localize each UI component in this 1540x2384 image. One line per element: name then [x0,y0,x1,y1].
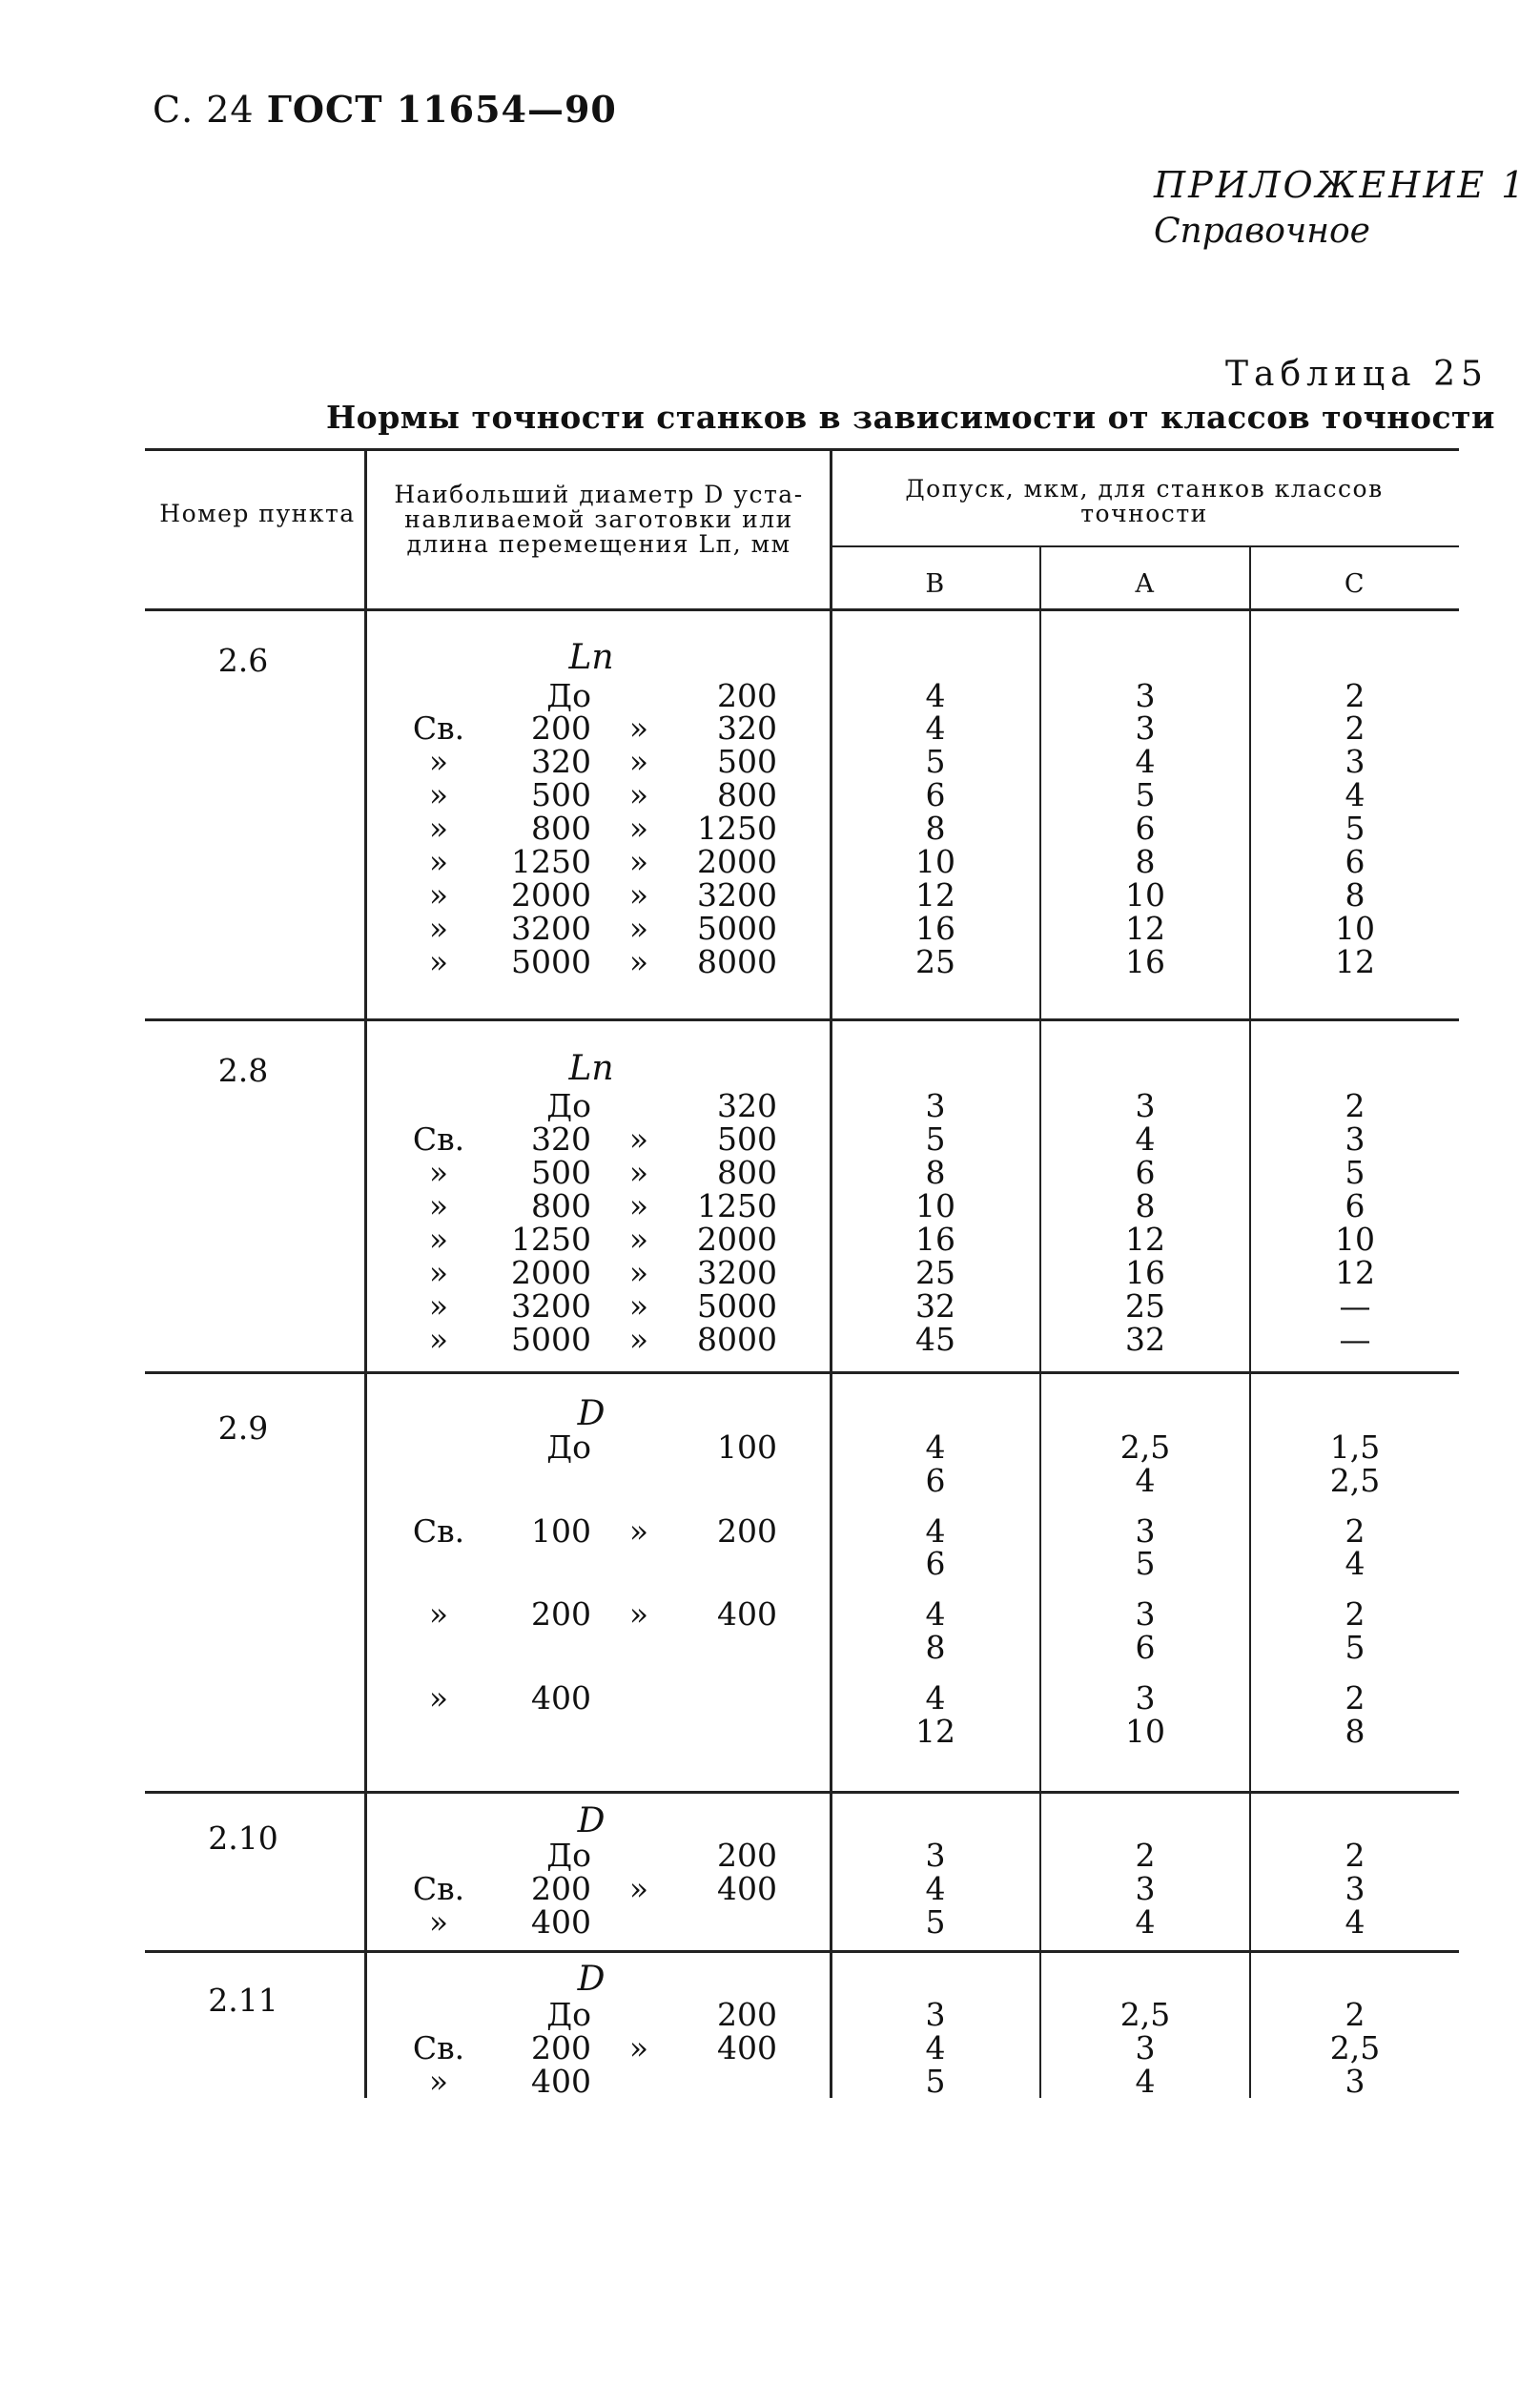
section-rule [145,1791,1459,1794]
header-size: Наибольший диаметр D уста- навливаемой заготовки или длина перемещения Lп, мм [394,481,804,558]
tolerance-class-b: 4 [925,1512,946,1550]
range-to: 400 [717,2029,777,2066]
tolerance-class-c: 2 [1345,1087,1365,1124]
tolerance-class-c: 12 [1335,943,1375,980]
range-from: До [546,1087,591,1124]
range-prefix: » [428,1595,449,1633]
tolerance-subrule [832,545,1459,547]
tolerance-class-c: 4 [1345,1545,1365,1582]
section-rule [145,1018,1459,1021]
tolerance-class-c: 2 [1345,677,1365,714]
range-to: 400 [717,1870,777,1907]
range-prefix: » [428,876,449,914]
range-ditto: » [628,709,649,747]
tolerance-class-c: 2 [1345,1996,1365,2033]
tolerance-class-c: 2,5 [1329,1462,1381,1499]
tolerance-class-c: 5 [1345,810,1365,847]
range-from: 5000 [511,1321,591,1358]
range-from: 2000 [511,1254,591,1291]
range-to: 200 [717,1512,777,1550]
tolerance-class-a: 2,5 [1119,1996,1171,2033]
item-number: 2.6 [217,642,269,679]
range-to: 8000 [697,1321,777,1358]
tolerance-class-b: 12 [915,876,955,914]
tolerance-class-c: 2 [1345,1679,1365,1716]
parameter-symbol: Lп [568,1049,614,1088]
tolerance-class-a: 2,5 [1119,1428,1171,1466]
tolerance-class-c: 12 [1335,1254,1375,1291]
range-prefix: » [428,1321,449,1358]
tolerance-class-b: 6 [925,1462,946,1499]
appendix-title: ПРИЛОЖЕНИЕ 1 [1154,164,1528,206]
range-ditto: » [628,1154,649,1191]
tolerance-class-b: 25 [915,1254,955,1291]
range-to: 320 [717,1087,777,1124]
table-title: Нормы точности станков в зависимости от классов точности [326,399,1495,436]
table-label: Таблица 25 [1225,355,1489,394]
range-from: 200 [531,709,591,747]
tolerance-class-a: 12 [1125,910,1165,947]
range-to: 320 [717,709,777,747]
tolerance-class-c: 2 [1345,1837,1365,1874]
range-ditto: » [628,843,649,880]
range-prefix: » [428,1903,449,1941]
range-prefix: Св. [412,1512,465,1550]
header-class-c: С [1344,569,1366,599]
range-ditto: » [628,1287,649,1325]
tolerance-class-a: 3 [1135,677,1156,714]
parameter-symbol: Lп [568,638,614,677]
tolerance-class-a: 3 [1135,1512,1156,1550]
range-prefix: » [428,1154,449,1191]
tolerance-class-a: 3 [1135,1595,1156,1633]
standard-code: ГОСТ 11654—90 [266,88,617,131]
tolerance-class-b: 4 [925,1595,946,1633]
range-prefix: » [428,843,449,880]
range-to: 200 [717,677,777,714]
tolerance-class-c: 5 [1345,1629,1365,1666]
range-to: 800 [717,1154,777,1191]
range-ditto: » [628,910,649,947]
tolerance-class-b: 8 [925,1154,946,1191]
tolerance-class-c: 1,5 [1329,1428,1381,1466]
tolerance-class-b: 4 [925,1428,946,1466]
range-prefix: » [428,910,449,947]
tolerance-class-a: 3 [1135,1087,1156,1124]
tolerance-class-c: 8 [1345,1713,1365,1750]
tolerance-class-b: 3 [925,1087,946,1124]
tolerance-class-c: 5 [1345,1154,1365,1191]
tolerance-class-b: 16 [915,1221,955,1258]
range-from: 400 [531,2063,591,2100]
range-prefix: » [428,810,449,847]
range-to: 5000 [697,1287,777,1325]
tolerance-class-b: 3 [925,1996,946,2033]
tolerance-class-a: 3 [1135,1870,1156,1907]
range-from: 3200 [511,1287,591,1325]
range-from: 1250 [511,843,591,880]
tolerance-class-b: 10 [915,1187,955,1224]
range-ditto: » [628,876,649,914]
range-from: 3200 [511,910,591,947]
tolerance-class-b: 45 [915,1321,955,1358]
tolerance-class-c: 6 [1345,843,1365,880]
header-class-a: А [1135,569,1156,599]
range-to: 5000 [697,910,777,947]
header-tolerance: Допуск, мкм, для станков классов точности [905,475,1384,527]
range-prefix: » [428,1221,449,1258]
range-to: 1250 [697,1187,777,1224]
range-prefix: » [428,2063,449,2100]
range-from: 200 [531,2029,591,2066]
range-from: 1250 [511,1221,591,1258]
range-ditto: » [628,1120,649,1158]
tolerance-class-c: 3 [1345,1120,1365,1158]
item-number: 2.11 [208,1982,278,2019]
tolerance-class-b: 4 [925,1870,946,1907]
tolerance-class-b: 5 [925,2063,946,2100]
range-to: 100 [717,1428,777,1466]
tolerance-class-c: — [1339,1321,1371,1358]
tolerance-class-a: 4 [1135,743,1156,780]
range-from: До [546,1428,591,1466]
section-rule [145,1371,1459,1374]
range-ditto: » [628,1595,649,1633]
tolerance-class-b: 8 [925,810,946,847]
tolerance-class-a: 6 [1135,810,1156,847]
appendix-type: Справочное [1154,212,1370,251]
range-prefix: » [428,1679,449,1716]
range-to: 200 [717,1996,777,2033]
range-ditto: » [628,1187,649,1224]
tolerance-class-c: 10 [1335,910,1375,947]
item-number: 2.8 [217,1052,269,1089]
range-prefix: Св. [412,1870,465,1907]
range-from: 800 [531,1187,591,1224]
tolerance-class-c: 3 [1345,1870,1365,1907]
tolerance-class-a: 10 [1125,876,1165,914]
tolerance-class-c: 2 [1345,1595,1365,1633]
range-to: 2000 [697,843,777,880]
range-prefix: » [428,1254,449,1291]
tolerance-class-a: 4 [1135,1462,1156,1499]
header-bottom-rule [145,608,1459,611]
header-class-b: В [925,569,946,599]
tolerance-class-c: 10 [1335,1221,1375,1258]
tolerance-class-a: 8 [1135,1187,1156,1224]
range-ditto: » [628,1221,649,1258]
range-from: 2000 [511,876,591,914]
tolerance-class-a: 3 [1135,1679,1156,1716]
range-from: До [546,1837,591,1874]
tolerance-class-a: 5 [1135,776,1156,813]
tolerance-class-a: 2 [1135,1837,1156,1874]
tolerance-class-c: 3 [1345,2063,1365,2100]
tolerance-class-b: 6 [925,1545,946,1582]
range-from: 320 [531,1120,591,1158]
range-from: 320 [531,743,591,780]
page-number: С. 24 [153,89,255,131]
tolerance-class-b: 25 [915,943,955,980]
col-divider-1 [364,448,367,2098]
tolerance-class-a: 6 [1135,1154,1156,1191]
tolerance-class-b: 12 [915,1713,955,1750]
tolerance-class-a: 3 [1135,2029,1156,2066]
tolerance-class-a: 6 [1135,1629,1156,1666]
tolerance-class-b: 3 [925,1837,946,1874]
range-ditto: » [628,776,649,813]
tolerance-class-b: 4 [925,677,946,714]
tolerance-class-a: 16 [1125,943,1165,980]
range-from: 500 [531,776,591,813]
range-prefix: » [428,1287,449,1325]
header-item-number: Номер пункта [159,500,356,527]
range-to: 500 [717,743,777,780]
tolerance-class-a: 16 [1125,1254,1165,1291]
tolerance-class-c: 2 [1345,709,1365,747]
range-to: 1250 [697,810,777,847]
range-ditto: » [628,743,649,780]
range-ditto: » [628,2029,649,2066]
range-from: 500 [531,1154,591,1191]
parameter-symbol: D [577,1960,606,1999]
range-ditto: » [628,1512,649,1550]
range-from: До [546,677,591,714]
tolerance-class-b: 8 [925,1629,946,1666]
tolerance-class-a: 4 [1135,2063,1156,2100]
range-ditto: » [628,1254,649,1291]
tolerance-class-a: 12 [1125,1221,1165,1258]
range-prefix: » [428,1187,449,1224]
range-ditto: » [628,810,649,847]
tolerance-class-b: 10 [915,843,955,880]
range-to: 8000 [697,943,777,980]
item-number: 2.10 [208,1819,278,1857]
tolerance-class-b: 4 [925,2029,946,2066]
tolerance-class-c: — [1339,1287,1371,1325]
tolerance-class-b: 6 [925,776,946,813]
range-from: 400 [531,1903,591,1941]
range-to: 3200 [697,1254,777,1291]
table-top-rule [145,448,1459,451]
tolerance-class-c: 3 [1345,743,1365,780]
range-to: 500 [717,1120,777,1158]
range-prefix: » [428,776,449,813]
parameter-symbol: D [577,1394,606,1433]
range-from: 400 [531,1679,591,1716]
range-to: 3200 [697,876,777,914]
tolerance-class-a: 32 [1125,1321,1165,1358]
tolerance-class-a: 25 [1125,1287,1165,1325]
tolerance-class-b: 32 [915,1287,955,1325]
tolerance-class-a: 4 [1135,1903,1156,1941]
range-from: 200 [531,1870,591,1907]
tolerance-class-a: 3 [1135,709,1156,747]
range-prefix: » [428,743,449,780]
range-prefix: Св. [412,1120,465,1158]
tolerance-class-b: 5 [925,1120,946,1158]
tolerance-class-a: 10 [1125,1713,1165,1750]
range-from: 5000 [511,943,591,980]
range-to: 800 [717,776,777,813]
range-prefix: » [428,943,449,980]
tolerance-class-c: 4 [1345,776,1365,813]
tolerance-class-c: 2,5 [1329,2029,1381,2066]
tolerance-class-b: 16 [915,910,955,947]
tolerance-class-b: 5 [925,1903,946,1941]
range-ditto: » [628,1321,649,1358]
range-prefix: Св. [412,2029,465,2066]
range-from: 200 [531,1595,591,1633]
tolerance-class-c: 8 [1345,876,1365,914]
tolerance-class-a: 5 [1135,1545,1156,1582]
tolerance-class-b: 5 [925,743,946,780]
tolerance-class-a: 8 [1135,843,1156,880]
range-to: 200 [717,1837,777,1874]
tolerance-class-c: 4 [1345,1903,1365,1941]
tolerance-class-a: 4 [1135,1120,1156,1158]
range-prefix: Св. [412,709,465,747]
tolerance-class-c: 2 [1345,1512,1365,1550]
range-from: До [546,1996,591,2033]
item-number: 2.9 [217,1409,269,1447]
tolerance-class-b: 4 [925,709,946,747]
range-from: 100 [531,1512,591,1550]
range-from: 800 [531,810,591,847]
range-to: 2000 [697,1221,777,1258]
page-header [153,88,617,131]
section-rule [145,1950,1459,1953]
range-to: 400 [717,1595,777,1633]
tolerance-class-b: 4 [925,1679,946,1716]
range-ditto: » [628,1870,649,1907]
parameter-symbol: D [577,1801,606,1840]
range-ditto: » [628,943,649,980]
tolerance-class-c: 6 [1345,1187,1365,1224]
